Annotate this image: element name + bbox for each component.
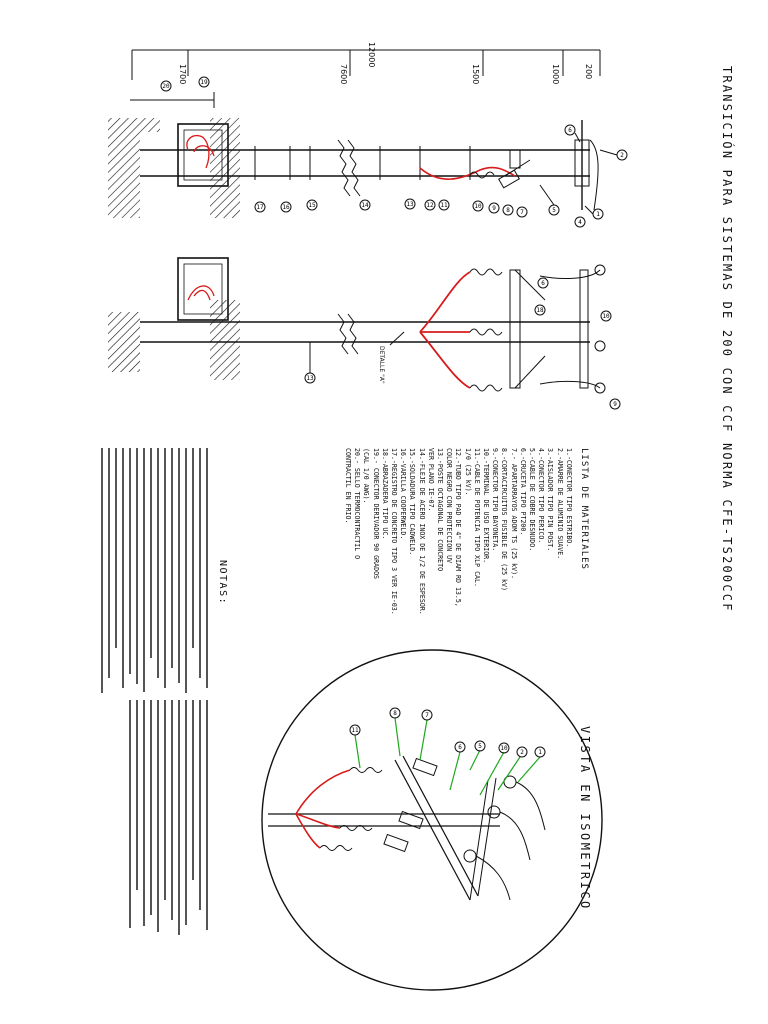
dimension-1000: 1000 — [551, 64, 560, 85]
material-item: 17.-REGISTRO DE CONCRETO TIPO 3 VER IE-03. — [389, 448, 398, 615]
material-item: 3.-AISLADOR TIPO PIN POST. — [546, 448, 555, 552]
material-item: 11.-CABLE DE POTENCIA TIPO XLP CAL. — [472, 448, 481, 587]
material-item: 10.-TERMINAL DE USO EXTERIOR. — [481, 448, 490, 564]
svg-text:6: 6 — [541, 280, 545, 287]
svg-text:1: 1 — [596, 211, 600, 218]
material-item: 9.-CONECTOR TIPO BAYONETA. — [491, 448, 500, 552]
drawing-title: TRANSICIÓN PARA SISTEMAS DE 200 CON CCF NORMA CFE-TS200CCF — [720, 66, 734, 613]
material-item: 2.-AMARRE DE ALUMINIO SUAVE. — [555, 448, 564, 560]
material-item: 6.-CRUCETA TIPO PT200. — [518, 448, 527, 536]
isometric-title: VISTA EN ISOMETRICO — [578, 726, 592, 911]
material-item: CONTRACTIL EN FRIO. — [343, 448, 352, 524]
material-item: 5.-CABLE DE COBRE DESNUDO. — [527, 448, 536, 552]
svg-text:7: 7 — [520, 209, 524, 216]
material-item: 8.-CORTACIRCUITOS FUSIBLE DE (25 kV) — [500, 448, 509, 591]
svg-text:13: 13 — [406, 201, 414, 208]
dimension-200: 200 — [584, 64, 593, 80]
svg-text:18: 18 — [536, 307, 544, 314]
material-item: 15.-SOLDADURA TIPO CADWELD. — [408, 448, 417, 556]
svg-text:11: 11 — [351, 727, 359, 734]
svg-text:15: 15 — [308, 202, 316, 209]
materials-heading: LISTA DE MATERIALES — [579, 448, 589, 570]
notes-heading: NOTAS: — [217, 560, 228, 606]
svg-text:6: 6 — [568, 127, 572, 134]
svg-text:10: 10 — [474, 203, 482, 210]
material-item: VER PLANO IE-07. — [426, 448, 435, 512]
material-item: 13.-POSTE OCTAGONAL DE CONCRETO — [435, 448, 444, 572]
svg-text:9: 9 — [492, 205, 496, 212]
material-item: 18.-ABRAZADERA TIPO UC. — [380, 448, 389, 540]
dimension-total: 12000 — [367, 42, 376, 68]
dimension-1700: 1700 — [178, 64, 187, 85]
svg-text:20: 20 — [162, 83, 170, 90]
svg-text:12: 12 — [426, 202, 434, 209]
svg-text:7: 7 — [425, 712, 429, 719]
svg-text:13: 13 — [306, 375, 314, 382]
svg-text:5: 5 — [552, 207, 556, 214]
svg-text:4: 4 — [578, 219, 582, 226]
material-item: COLOR NEGRO CON PROTECCION UV — [445, 448, 454, 564]
material-item: 1.-CONECTOR TIPO ESTRIBO. — [564, 448, 573, 548]
material-item: 20.- SELLO TERMOCONTRACTIL O — [353, 448, 362, 560]
svg-text:10: 10 — [602, 313, 610, 320]
material-item: (CAL 1/0 AWG). — [362, 448, 371, 504]
material-item: 16.-VARILLA COOPERWELD. — [399, 448, 408, 540]
materials-list — [343, 448, 588, 668]
svg-text:2: 2 — [520, 749, 524, 756]
material-item: 7.- APARTARRAYOS ADOM TS (25 kV). — [509, 448, 518, 580]
svg-text:8: 8 — [506, 207, 510, 214]
notes-block-right — [124, 700, 213, 940]
svg-text:2: 2 — [620, 152, 624, 159]
material-item: 4.-CONECTOR TIPO PERICO. — [537, 448, 546, 544]
svg-text:16: 16 — [282, 204, 290, 211]
svg-text:17: 17 — [256, 204, 264, 211]
svg-text:11: 11 — [440, 202, 448, 209]
svg-text:19: 19 — [200, 79, 208, 86]
svg-text:6: 6 — [458, 744, 462, 751]
detail-a-label: DETALLE "A" — [378, 346, 385, 384]
svg-text:1: 1 — [538, 749, 542, 756]
svg-text:14: 14 — [361, 202, 369, 209]
dimension-7600: 7600 — [339, 64, 348, 85]
material-item: 14.-FLEJE DE ACERO INOX DE 1/2 DE ESPESOR. — [417, 448, 426, 615]
material-item: 12.-TUBO TIPO PAD DE 4" DE DIAM RD 13.5, — [454, 448, 463, 607]
material-item: 1/0 (25 kV). — [463, 448, 472, 496]
notes-block-left — [96, 448, 213, 698]
svg-text:8: 8 — [393, 710, 397, 717]
svg-text:10: 10 — [500, 745, 508, 752]
material-item: 19.- CONECTOR DERIVADOR 90 GRADOS — [371, 448, 380, 580]
svg-text:5: 5 — [478, 743, 482, 750]
dimension-1500: 1500 — [471, 64, 480, 85]
svg-text:9: 9 — [613, 401, 617, 408]
